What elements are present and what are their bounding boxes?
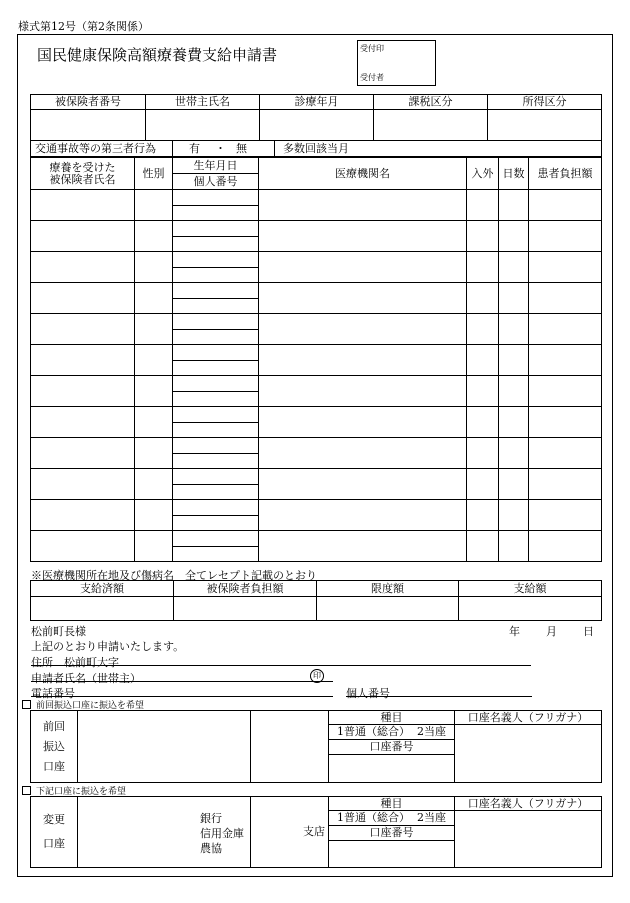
new-account-number-field[interactable] <box>329 841 455 868</box>
header-income-class: 所得区分 <box>488 95 602 110</box>
days-cell[interactable] <box>499 438 529 469</box>
inout-cell[interactable] <box>467 221 499 252</box>
sex-cell[interactable] <box>135 314 173 345</box>
patient-payment-cell[interactable] <box>529 283 602 314</box>
header-inout: 入外 <box>467 158 499 190</box>
inout-cell[interactable] <box>467 345 499 376</box>
header-personal-number: 個人番号 <box>173 174 259 190</box>
summary-table <box>30 580 602 621</box>
days-cell[interactable] <box>499 345 529 376</box>
personal-number-cell[interactable] <box>173 392 259 407</box>
table-row <box>31 252 602 268</box>
header-patient-line1: 療養を受けた <box>49 160 116 174</box>
patient-payment-cell[interactable] <box>529 345 602 376</box>
header-insured-burden: 被保険者負担額 <box>174 581 317 597</box>
table-row <box>31 500 602 516</box>
inout-cell[interactable] <box>467 531 499 562</box>
previous-account-table <box>30 710 602 783</box>
birthdate-cell[interactable] <box>173 469 259 485</box>
new-account-table <box>30 796 602 868</box>
header-patient-line2: 被保険者氏名 <box>49 172 116 186</box>
header-patient-payment: 患者負担額 <box>529 158 602 190</box>
third-party-row <box>31 141 602 157</box>
table-row <box>31 531 602 547</box>
institution-cell[interactable] <box>259 376 467 407</box>
patient-payment-cell[interactable] <box>529 221 602 252</box>
phone-underline[interactable] <box>31 696 333 697</box>
checkbox-icon <box>22 700 31 709</box>
third-party-label: 交通事故等の第三者行為 <box>35 142 156 155</box>
previous-account-label <box>31 711 78 783</box>
table-row <box>31 407 602 423</box>
form-title: 国民健康保険高額療養費支給申請書 <box>37 46 278 64</box>
birthdate-cell[interactable] <box>173 283 259 299</box>
bank-option-agri[interactable]: 農協 <box>200 842 222 855</box>
sex-cell[interactable] <box>135 376 173 407</box>
header-days: 日数 <box>499 158 529 190</box>
institution-cell[interactable] <box>259 221 467 252</box>
institution-cell[interactable] <box>259 500 467 531</box>
days-cell[interactable] <box>499 376 529 407</box>
patient-payment-cell[interactable] <box>529 531 602 562</box>
payment-amount-field[interactable] <box>459 597 602 621</box>
table-row <box>31 221 602 237</box>
prev-holder-field[interactable] <box>455 725 602 783</box>
branch-label: 支店 <box>303 825 325 838</box>
days-cell[interactable] <box>499 500 529 531</box>
header-paid-amount: 支給済額 <box>31 581 174 597</box>
inout-cell[interactable] <box>467 314 499 345</box>
patient-payment-cell[interactable] <box>529 190 602 221</box>
prev-option-ordinary[interactable]: 1普通（総合） <box>337 725 410 738</box>
birthdate-cell[interactable] <box>173 407 259 423</box>
new-branch-field[interactable] <box>251 797 329 868</box>
sex-cell[interactable] <box>135 345 173 376</box>
personal-number-cell[interactable] <box>173 485 259 500</box>
inout-cell[interactable] <box>467 407 499 438</box>
new-option-ordinary[interactable]: 1普通（総合） <box>337 811 410 824</box>
note-text: ※医療機関所在地及び傷病名 全てレセプト記載のとおり <box>31 569 317 582</box>
insured-number-field[interactable] <box>31 110 146 141</box>
bank-option-bank[interactable]: 銀行 <box>200 812 222 825</box>
income-class-field[interactable] <box>488 110 602 141</box>
table-row <box>31 469 602 485</box>
received-by-label: 受付者 <box>360 73 384 82</box>
table-row <box>31 314 602 330</box>
third-party-yes[interactable]: 有 <box>189 142 200 155</box>
household-head-field[interactable] <box>146 110 260 141</box>
new-holder-header: 口座名義人（フリガナ） <box>455 797 602 811</box>
sex-cell[interactable] <box>135 283 173 314</box>
patient-payment-cell[interactable] <box>529 469 602 500</box>
table-row <box>31 438 602 454</box>
days-cell[interactable] <box>499 283 529 314</box>
birthdate-cell[interactable] <box>173 376 259 392</box>
personal-number-cell[interactable] <box>173 547 259 562</box>
new-option-current[interactable]: 2当座 <box>417 811 446 824</box>
insured-burden-field[interactable] <box>174 597 317 621</box>
prev-bank-field[interactable] <box>78 711 251 783</box>
institution-cell[interactable] <box>259 190 467 221</box>
institution-cell[interactable] <box>259 469 467 500</box>
institution-cell[interactable] <box>259 252 467 283</box>
limit-field[interactable] <box>317 597 459 621</box>
prev-label-3: 口座 <box>43 759 65 773</box>
insured-info-table <box>30 94 602 157</box>
phone-label: 電話番号 <box>31 687 75 700</box>
applicant-underline[interactable] <box>31 681 333 682</box>
new-bank-field[interactable] <box>78 797 251 868</box>
sex-cell[interactable] <box>135 407 173 438</box>
header-payment-amount: 支給額 <box>459 581 602 597</box>
checkbox-icon <box>22 786 31 795</box>
new-account-label <box>31 797 78 868</box>
institution-cell[interactable] <box>259 407 467 438</box>
header-household-head: 世帯主氏名 <box>146 95 260 110</box>
days-cell[interactable] <box>499 221 529 252</box>
birthdate-cell[interactable] <box>173 314 259 330</box>
tax-class-field[interactable] <box>374 110 488 141</box>
sex-cell[interactable] <box>135 500 173 531</box>
declaration: 上記のとおり申請いたします。 <box>31 640 185 653</box>
sex-cell[interactable] <box>135 190 173 221</box>
patient-name-cell[interactable] <box>31 345 135 376</box>
new-type-header: 種目 <box>329 797 455 811</box>
birthdate-cell[interactable] <box>173 190 259 206</box>
treatment-detail-table <box>30 157 602 562</box>
new-account-check-label: 下記口座に振込を希望 <box>36 787 127 797</box>
table-row <box>31 283 602 299</box>
birthdate-cell[interactable] <box>173 531 259 547</box>
patient-name-cell[interactable] <box>31 407 135 438</box>
personal-no-underline[interactable] <box>346 696 532 697</box>
patient-name-cell[interactable] <box>31 531 135 562</box>
personal-number-cell[interactable] <box>173 516 259 531</box>
header-patient-name <box>31 158 135 190</box>
patient-payment-cell[interactable] <box>529 252 602 283</box>
sex-cell[interactable] <box>135 221 173 252</box>
header-treatment-month: 診療年月 <box>260 95 374 110</box>
days-cell[interactable] <box>499 252 529 283</box>
institution-cell[interactable] <box>259 314 467 345</box>
multiple-month-label: 多数回該当月 <box>283 142 349 155</box>
birthdate-cell[interactable] <box>173 221 259 237</box>
inout-cell[interactable] <box>467 252 499 283</box>
table-row <box>31 190 602 206</box>
days-cell[interactable] <box>499 407 529 438</box>
prev-account-number-field[interactable] <box>329 755 455 783</box>
patient-payment-cell[interactable] <box>529 407 602 438</box>
address-underline[interactable] <box>31 665 531 666</box>
header-insured-number: 被保険者番号 <box>31 95 146 110</box>
new-type-options[interactable] <box>329 811 455 826</box>
patient-name-cell[interactable] <box>31 190 135 221</box>
header-birthdate: 生年月日 <box>173 158 259 174</box>
birthdate-cell[interactable] <box>173 252 259 268</box>
date-year: 年 <box>509 625 520 638</box>
birthdate-cell[interactable] <box>173 438 259 454</box>
new-holder-field[interactable] <box>455 811 602 868</box>
treatment-month-field[interactable] <box>260 110 374 141</box>
sex-cell[interactable] <box>135 438 173 469</box>
inout-cell[interactable] <box>467 469 499 500</box>
inout-cell[interactable] <box>467 190 499 221</box>
patient-name-cell[interactable] <box>31 283 135 314</box>
patient-payment-cell[interactable] <box>529 438 602 469</box>
personal-number-cell[interactable] <box>173 361 259 376</box>
reception-stamp-box <box>357 40 436 86</box>
address-label: 住所 松前町大字 <box>31 656 119 669</box>
form-id: 様式第12号（第2条関係） <box>18 20 149 33</box>
new-account-number-header: 口座番号 <box>329 826 455 841</box>
patient-payment-cell[interactable] <box>529 314 602 345</box>
days-cell[interactable] <box>499 469 529 500</box>
header-institution: 医療機関名 <box>259 158 467 190</box>
prev-option-current[interactable]: 2当座 <box>417 725 446 738</box>
patient-name-cell[interactable] <box>31 314 135 345</box>
prev-type-options[interactable] <box>329 725 455 740</box>
sex-cell[interactable] <box>135 469 173 500</box>
institution-cell[interactable] <box>259 283 467 314</box>
prev-label-1: 前回 <box>43 719 65 733</box>
new-label-1: 変更 <box>43 813 65 826</box>
patient-name-cell[interactable] <box>31 221 135 252</box>
institution-cell[interactable] <box>259 345 467 376</box>
date-day: 日 <box>583 625 594 638</box>
table-row <box>31 376 602 392</box>
header-tax-class: 課税区分 <box>374 95 488 110</box>
addressee: 松前町長様 <box>31 625 86 638</box>
patient-payment-cell[interactable] <box>529 376 602 407</box>
prev-label-2: 振込 <box>43 739 65 753</box>
prev-type-header: 種目 <box>329 711 455 725</box>
new-label-2: 口座 <box>43 837 65 850</box>
personal-number-cell[interactable] <box>173 299 259 314</box>
header-limit: 限度額 <box>317 581 459 597</box>
inout-cell[interactable] <box>467 500 499 531</box>
header-sex: 性別 <box>135 158 173 190</box>
third-party-dot: ・ <box>215 142 226 155</box>
patient-name-cell[interactable] <box>31 438 135 469</box>
personal-number-cell[interactable] <box>173 268 259 283</box>
birthdate-cell[interactable] <box>173 500 259 516</box>
personal-number-cell[interactable] <box>173 454 259 469</box>
prev-holder-header: 口座名義人（フリガナ） <box>455 711 602 725</box>
days-cell[interactable] <box>499 314 529 345</box>
personal-no-label: 個人番号 <box>346 687 390 700</box>
institution-cell[interactable] <box>259 438 467 469</box>
received-seal-label: 受付印 <box>360 44 384 53</box>
patient-name-cell[interactable] <box>31 469 135 500</box>
previous-account-check-label: 前回振込口座に振込を希望 <box>36 701 145 711</box>
prev-account-number-header: 口座番号 <box>329 740 455 755</box>
bank-option-credit[interactable]: 信用金庫 <box>200 827 244 840</box>
patient-name-cell[interactable] <box>31 376 135 407</box>
personal-number-cell[interactable] <box>173 206 259 221</box>
personal-number-cell[interactable] <box>173 237 259 252</box>
inout-cell[interactable] <box>467 283 499 314</box>
patient-payment-cell[interactable] <box>529 500 602 531</box>
institution-cell[interactable] <box>259 531 467 562</box>
applicant-label: 申請者氏名（世帯主） <box>31 672 141 685</box>
patient-name-cell[interactable] <box>31 252 135 283</box>
days-cell[interactable] <box>499 531 529 562</box>
inout-cell[interactable] <box>467 438 499 469</box>
birthdate-cell[interactable] <box>173 345 259 361</box>
sex-cell[interactable] <box>135 252 173 283</box>
inout-cell[interactable] <box>467 376 499 407</box>
personal-number-cell[interactable] <box>173 330 259 345</box>
patient-name-cell[interactable] <box>31 500 135 531</box>
date-month: 月 <box>546 625 557 638</box>
seal-circle-icon: 印 <box>310 669 324 683</box>
table-row <box>31 345 602 361</box>
sex-cell[interactable] <box>135 531 173 562</box>
third-party-no[interactable]: 無 <box>236 142 247 155</box>
days-cell[interactable] <box>499 190 529 221</box>
prev-branch-field[interactable] <box>251 711 329 783</box>
paid-amount-field[interactable] <box>31 597 174 621</box>
personal-number-cell[interactable] <box>173 423 259 438</box>
